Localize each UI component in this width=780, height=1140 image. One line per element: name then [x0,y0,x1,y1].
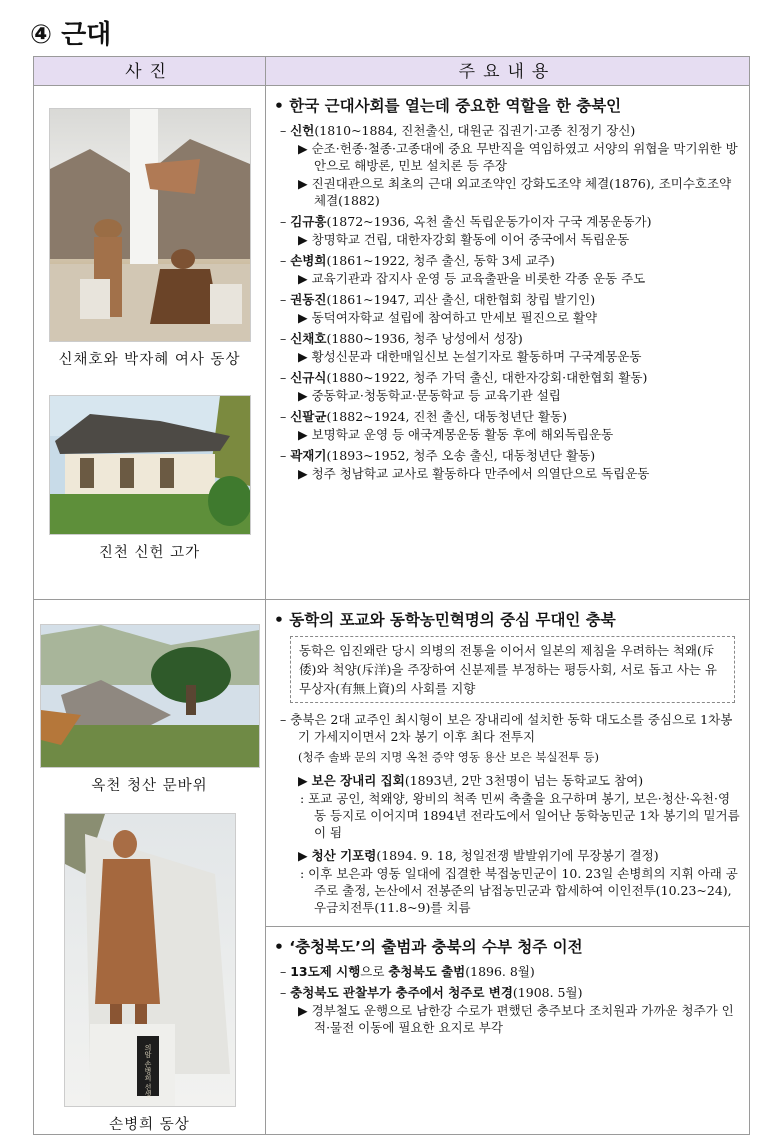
son-statue-illustration [65,814,235,1106]
person-info: (1893~1952, 청주 오송 출신, 대동청년단 활동) [326,448,596,463]
header-photo: 사진 [34,57,266,86]
line1-d: (1896. 8월) [465,964,535,979]
person-detail: ▶ 순조·헌종·철종·고종대에 중요 무반직을 역임하였고 서양의 위협을 막기위한 방안으로 해방론, 민보 설치론 등 주장 [298,141,738,173]
person-detail-text: 교육기관과 잡지사 운영 등 교육출판을 비롯한 각종 운동 주도 [311,271,646,286]
event1-line: ▶ 보은 장내리 집회(1893년, 2만 3천명이 넘는 동학교도 참여) [298,773,644,788]
person-name: 신헌 [290,123,315,138]
rock-illustration [41,625,259,767]
section3-title: • ‘충청북도’의 출범과 충북의 수부 청주 이전 [274,938,583,956]
person-entry: – 신헌(1810~1884, 진천출신, 대원군 집권기·고종 친정기 장신) [280,123,636,138]
house-photo-shin-heon [49,395,251,535]
son-plaque-text: 의암 손병희 선생 [143,1044,152,1098]
person-detail-text: 순조·헌종·철종·고종대에 중요 무반직을 역임하였고 서양의 위협을 막기위한 방안으로 해방론, 민보 설치론 등 주장 [311,141,738,173]
capital-move-line: – 충청북도 관찰부가 충주에서 청주로 변경(1908. 5월) [280,985,583,1000]
content-table [33,56,750,1135]
event2-line: ▶ 청산 기포령(1894. 9. 18, 청일전쟁 발발위기에 무장봉기 결정) [298,848,659,863]
person-info: (1880~1922, 청주 가덕 출신, 대한자강회·대한협회 활동) [326,370,648,385]
person-entry: – 손병희(1861~1922, 청주 출신, 동학 3세 교주) [280,253,555,268]
person-name: 김규흥 [290,214,327,229]
person-detail-text: 보명학교 운영 등 애국계몽운동 활동 후에 해외독립운동 [311,427,614,442]
person-detail: ▶ 진권대관으로 최초의 근대 외교조약인 강화도조약 체결(1876), 조미수호조약 체결(1882) [298,176,732,208]
photo-caption-2: 진천 신헌 고가 [98,545,201,561]
statue-photo-shin [49,108,251,342]
battle-sites-note: (청주 솔봐 문의 지명 옥천 증약 영동 용산 보은 북실전투 등) [298,750,600,764]
person-detail: ▶ 창명학교 건립, 대한자강회 활동에 이어 중국에서 독립운동 [298,232,630,247]
event1-title: 보은 장내리 집회 [311,773,405,788]
person-detail: ▶ 교육기관과 잡지사 운영 등 교육출판을 비롯한 각종 운동 주도 [298,271,646,286]
page-heading: ④ 근대 [30,20,112,50]
event1-info: (1893년, 2만 3천명이 넘는 동학교도 참여) [404,773,644,788]
person-entry: – 신팔균(1882~1924, 진천 출신, 대동청년단 활동) [280,409,567,424]
section2-title: • 동학의 포교와 동학농민혁명의 중심 무대인 충북 [274,611,616,629]
photo-caption-1: 신채호와 박자혜 여사 동상 [58,352,241,368]
province-launch-line: – 13도제 시행으로 충청북도 출범(1896. 8월) [280,964,535,979]
person-detail: ▶ 보명학교 운영 등 애국계몽운동 활동 후에 해외독립운동 [298,427,614,442]
person-detail-text: 창명학교 건립, 대한자강회 활동에 이어 중국에서 독립운동 [311,232,630,247]
photo-caption-4: 손병희 동상 [109,1117,190,1133]
person-detail: ▶ 중동학교·청동학교·문동학교 등 교육기관 설립 [298,388,561,403]
person-entry: – 곽재기(1893~1952, 청주 오송 출신, 대동청년단 활동) [280,448,596,463]
line2-detail-text: 경부철도 운행으로 남한강 수로가 편했던 충주보다 조치원과 가까운 청주가 인적·물전 이동에 필요한 요지로 부각 [311,1003,734,1035]
line2-a: 충청북도 관찰부가 충주에서 청주로 변경 [290,985,513,1000]
person-entry: – 김규흥(1872~1936, 옥천 출신 독립운동가이자 구국 계몽운동가) [280,214,652,229]
person-info: (1861~1947, 괴산 출신, 대한협회 창립 발기인) [326,292,596,307]
person-info: (1880~1936, 청주 낭성에서 성장) [326,331,523,346]
statue-illustration [50,109,250,341]
person-detail-text: 진권대관으로 최초의 근대 외교조약인 강화도조약 체결(1876), 조미수호조약 체결(1882) [311,176,732,208]
donghak-summary-box: 동학은 임진왜란 당시 의병의 전통을 이어서 일본의 제침을 우려하는 척왜(斥倭)와 척양(斥洋)을 주장하여 신분제를 부정하는 평등사회, 서로 돕고 사는 유무상자(有無上資)의 사회를 지향 [290,636,735,703]
person-name: 곽재기 [290,448,327,463]
person-entry: – 신규식(1880~1922, 청주 가덕 출신, 대한자강회·대한협회 활동) [280,370,648,385]
person-detail: ▶ 황성신문과 대한매일신보 논설기자로 활동하며 구국계몽운동 [298,349,642,364]
person-info: (1810~1884, 진천출신, 대원군 집권기·고종 친정기 장신) [314,123,636,138]
para-text: 충북은 2대 교주인 최시형이 보은 장내리에 설치한 동학 대도소를 중심으로 1차봉기 가세지이면서 2차 봉기 이후 최다 전투지 [290,712,733,744]
chungbuk-donghak-para: – 충북은 2대 교주인 최시형이 보은 장내리에 설치한 동학 대도소를 중심으로 1차봉기 가세지이면서 2차 봉기 이후 최다 전투지 [280,712,733,744]
line1-a: 13도제 시행 [290,964,361,979]
person-name: 손병희 [290,253,327,268]
line1-c: 충청북도 출범 [388,964,466,979]
person-info: (1882~1924, 진천 출신, 대동청년단 활동) [326,409,567,424]
event2-info: (1894. 9. 18, 청일전쟁 발발위기에 무장봉기 결정) [376,848,659,863]
person-detail: ▶ 청주 청남학교 교사로 활동하다 만주에서 의열단으로 독립운동 [298,466,650,481]
person-name: 신채호 [290,331,327,346]
line2-b: (1908. 5월) [512,985,583,1000]
event2-detail: : 이후 보은과 영동 일대에 집결한 북접농민군이 10. 23일 손병희의 지휘 아래 공주로 출정, 논산에서 전봉준의 남접농민군과 합세하여 이인전투(10.23~24), 우금치전투(11.8~9)를 치름 [300,866,738,915]
house-illustration [50,396,250,534]
header-content: 주요내용 [266,57,750,86]
person-detail-text: 청주 청남학교 교사로 활동하다 만주에서 의열단으로 독립운동 [311,466,650,481]
event2-title: 청산 기포령 [311,848,377,863]
person-info: (1861~1922, 청주 출신, 동학 3세 교주) [326,253,555,268]
person-detail-text: 중동학교·청동학교·문동학교 등 교육기관 설립 [311,388,561,403]
person-entry: – 권동진(1861~1947, 괴산 출신, 대한협회 창립 발기인) [280,292,596,307]
person-name: 신팔균 [290,409,327,424]
person-detail-text: 동덕여자학교 설립에 참여하고 만세보 필진으로 활약 [311,310,598,325]
photo-caption-3: 옥천 청산 문바위 [91,778,208,794]
person-entry: – 신채호(1880~1936, 청주 낭성에서 성장) [280,331,523,346]
person-list [274,122,741,482]
capital-move-detail: ▶ 경부철도 운행으로 남한강 수로가 편했던 충주보다 조치원과 가까운 청주가 인적·물전 이동에 필요한 요지로 부각 [298,1003,734,1035]
section1-title: • 한국 근대사회를 열는데 중요한 역할을 한 충북인 [274,97,622,115]
person-detail-text: 황성신문과 대한매일신보 논설기자로 활동하며 구국계몽운동 [311,349,642,364]
person-info: (1872~1936, 옥천 출신 독립운동가이자 구국 계몽운동가) [326,214,652,229]
rock-photo-munbawi [40,624,260,768]
content-cell-2 [266,600,750,1135]
content-cell-1 [266,86,750,600]
event1-detail: : 포교 공인, 척왜양, 왕비의 척족 민씨 축출을 요구하며 봉기, 보은·청산·옥천·영동 등지로 이어지며 1894년 전라도에서 일어난 동학농민군 1차 봉기의 밑거름이 됨 [300,791,740,840]
line1-b: 으로 [360,964,389,979]
person-name: 권동진 [290,292,327,307]
photo-cell-2 [34,600,266,1135]
section-divider [266,926,749,927]
photo-cell-1 [34,86,266,600]
person-name: 신규식 [290,370,327,385]
statue-photo-son [64,813,236,1107]
person-detail: ▶ 동덕여자학교 설립에 참여하고 만세보 필진으로 활약 [298,310,598,325]
